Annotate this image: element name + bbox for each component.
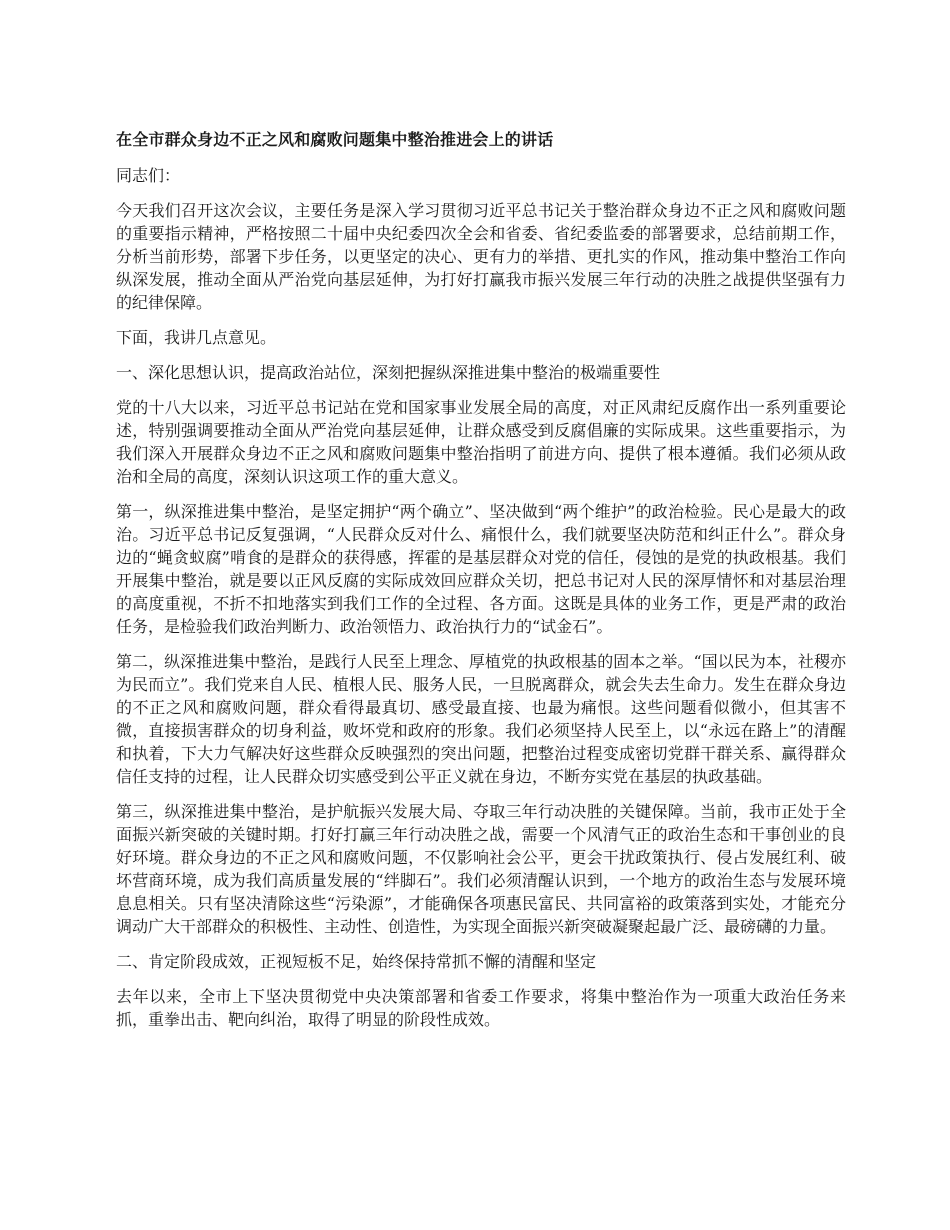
document-title: 在全市群众身边不正之风和腐败问题集中整治推进会上的讲话: [116, 130, 554, 149]
paragraph-point-3: 第三，纵深推进集中整治，是护航振兴发展大局、夺取三年行动决胜的关键保障。当前，我市正处于全面振兴新突破的关键时期。打好打赢三年行动决胜之战，需要一个风清气正的政治生态和干事创业的良好环境。群众身边的不正之风和腐败问题，不仅影响社会公平，更会干扰政策执行、侵占发展红利、破坏营商环境，成为我们高质量发展的“绊脚石”。我们必须清醒认识到，一个地方的政治生态与发展环境息息相关。只有坚决清除这些“污染源”，才能确保各项惠民富民、共同富裕的政策落到实处，才能充分调动广大干部群众的积极性、主动性、创造性，为实现全面振兴新突破凝聚起最广泛、最磅礴的力量。: [116, 802, 846, 936]
paragraph-point-2: 第二，纵深推进集中整治，是践行人民至上理念、厚植党的执政根基的固本之举。“国以民为本，社稷亦为民而立”。我们党来自人民、植根人民、服务人民，一旦脱离群众，就会失去生命力。发生在群众身边的不正之风和腐败问题，群众看得最真切、感受最直接、也最为痛恨。这些问题看似微小，但其害不微，直接损害群众的切身利益，败坏党和政府的形象。我们必须坚持人民至上，以“永远在路上”的清醒和执着，下大力气解决好这些群众反映强烈的突出问题，把整治过程变成密切党群干群关系、赢得群众信任支持的过程，让人民群众切实感受到公平正义就在身边，不断夯实党在基层的执政基础。: [116, 652, 846, 786]
document-page: [116, 128, 846, 1043]
paragraph-section1-intro: 党的十八大以来，习近平总书记站在党和国家事业发展全局的高度，对正风肃纪反腐作出一系列重要论述，特别强调要推动全面从严治党向基层延伸，让群众感受到反腐倡廉的实际成果。这些重要指示，为我们深入开展群众身边不正之风和腐败问题集中整治指明了前进方向、提供了根本遵循。我们必须从政治和全局的高度，深刻认识这项工作的重大意义。: [116, 398, 846, 486]
paragraph-transition: 下面，我讲几点意见。: [116, 328, 277, 347]
salutation: 同志们：: [116, 166, 181, 185]
paragraph-section2-intro: 去年以来，全市上下坚决贯彻党中央决策部署和省委工作要求，将集中整治作为一项重大政治任务来抓，重拳出击、靶向纠治，取得了明显的阶段性成效。: [116, 987, 846, 1029]
paragraph-intro: 今天我们召开这次会议，主要任务是深入学习贯彻习近平总书记关于整治群众身边不正之风和腐败问题的重要指示精神，严格按照二十届中央纪委四次全会和省委、省纪委监委的部署要求，总结前期工作，分析当前形势，部署下步任务，以更坚定的决心、更有力的举措、更扎实的作风，推动集中整治工作向纵深发展，推动全面从严治党向基层延伸，为打好打赢我市振兴发展三年行动的决胜之战提供坚强有力的纪律保障。: [116, 201, 846, 312]
paragraph-point-1: 第一，纵深推进集中整治，是坚定拥护“两个确立”、坚决做到“两个维护”的政治检验。民心是最大的政治。习近平总书记反复强调，“人民群众反对什么、痛恨什么，我们就要坚决防范和纠正什么”。群众身边的“蝇贪蚁腐”啃食的是群众的获得感，挥霍的是基层群众对党的信任，侵蚀的是党的执政根基。我们开展集中整治，就是要以正风反腐的实际成效回应群众关切，把总书记对人民的深厚情怀和对基层治理的高度重视，不折不扣地落实到我们工作的全过程、各方面。这既是具体的业务工作，更是严肃的政治任务，是检验我们政治判断力、政治领悟力、政治执行力的“试金石”。: [116, 502, 846, 636]
section-heading-1: 一、深化思想认识，提高政治站位，深刻把握纵深推进集中整治的极端重要性: [116, 363, 661, 382]
section-heading-2: 二、肯定阶段成效，正视短板不足，始终保持常抓不懈的清醒和坚定: [116, 952, 597, 971]
